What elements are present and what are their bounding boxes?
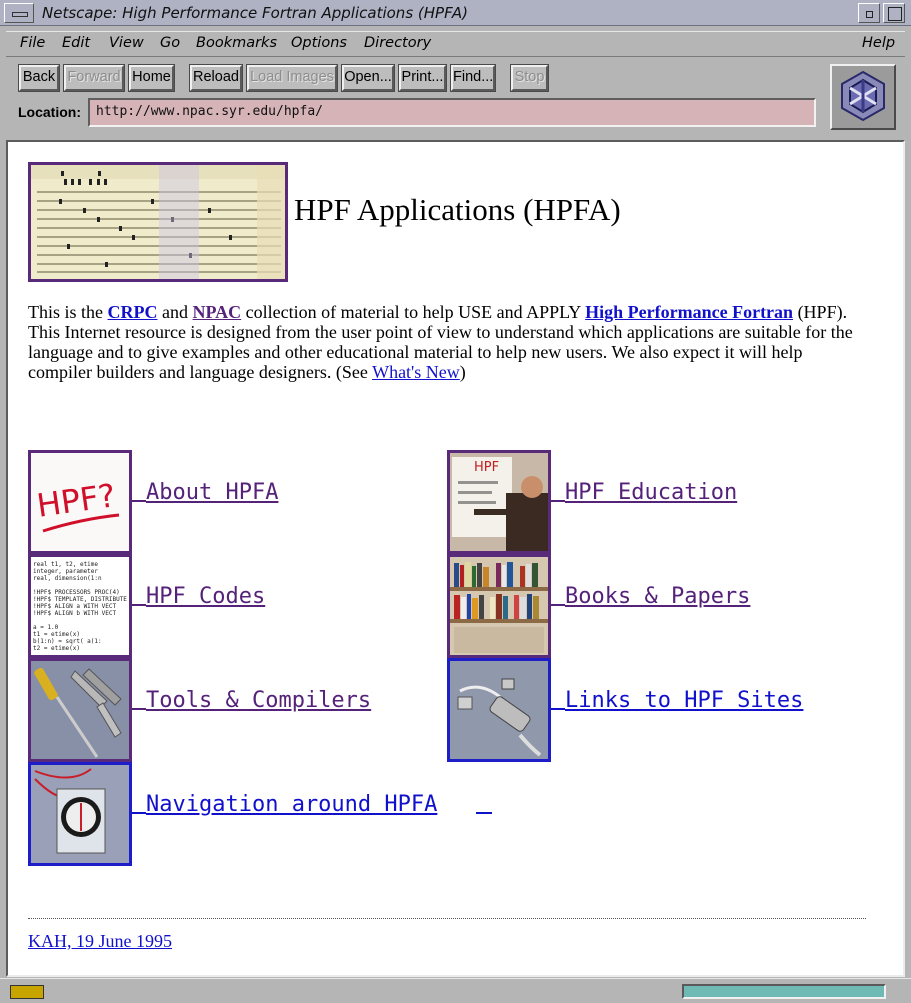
menu-options[interactable]: Options xyxy=(291,35,347,51)
menu-help[interactable]: Help xyxy=(862,35,896,51)
navigation-link[interactable]: Navigation around HPFA xyxy=(146,792,438,817)
horizontal-rule xyxy=(28,918,866,919)
location-label: Location: xyxy=(18,104,81,120)
svg-text:HPF?: HPF? xyxy=(34,476,118,525)
crpc-link[interactable]: CRPC xyxy=(107,302,158,322)
link-underline xyxy=(551,604,565,606)
minimize-icon[interactable] xyxy=(858,3,880,23)
security-key-icon[interactable] xyxy=(10,985,44,999)
punch-card-image xyxy=(28,162,288,282)
svg-text:HPF: HPF xyxy=(474,460,500,475)
forward-button[interactable]: Forward xyxy=(64,65,124,91)
menu-edit[interactable]: Edit xyxy=(62,35,91,51)
tools-compilers-thumbnail[interactable] xyxy=(28,658,132,762)
intro-text: (HPF). This Internet resource is designed from the user point of view to understand which applications are suitable for the language and to give examples and other educational material to help new users. We also expect it will help compiler builders and language designers. (See xyxy=(28,302,853,382)
link-underline xyxy=(132,604,146,606)
whats-new-link[interactable]: What's New xyxy=(372,362,460,382)
intro-text: This is the xyxy=(28,302,108,322)
books-papers-thumbnail[interactable] xyxy=(447,554,551,658)
link-underline xyxy=(132,812,146,814)
hpf-codes-thumbnail[interactable] xyxy=(28,554,132,658)
window-menu-icon[interactable] xyxy=(4,3,34,23)
intro-text: ) xyxy=(459,362,466,382)
browser-logo-icon xyxy=(832,66,894,128)
home-button[interactable]: Home xyxy=(129,65,174,91)
window-title: Netscape: High Performance Fortran Applications (HPFA) xyxy=(42,4,468,22)
load-images-button[interactable]: Load Images xyxy=(247,65,337,91)
link-underline xyxy=(132,708,146,710)
menu-view[interactable]: View xyxy=(109,35,144,51)
link-underline xyxy=(132,500,146,502)
intro-text: and xyxy=(157,302,193,322)
location-input[interactable]: http://www.npac.syr.edu/hpfa/ xyxy=(88,98,816,127)
stop-button[interactable]: Stop xyxy=(511,65,548,91)
menu-bookmarks[interactable]: Bookmarks xyxy=(196,35,278,51)
print-button[interactable]: Print... xyxy=(399,65,446,91)
signature-link[interactable]: KAH, 19 June 1995 xyxy=(28,931,172,951)
menu-file[interactable]: File xyxy=(20,35,46,51)
find-button[interactable]: Find... xyxy=(451,65,495,91)
code-snippet: real t1, t2, etime integer, parameter real, dimension(1:n !HPF$ PROCESSORS PROC(4) !HPF$ TEMPLATE, DISTRIBUTE !HPF$ ALIGN a WITH VECT !HPF$ ALIGN b WITH VECT a = 1.0 t1 = etime(x) b(1:n) = sqrt( a(1: t2 = etime(x) xyxy=(33,561,127,652)
netscape-logo[interactable] xyxy=(830,64,896,130)
navigation-thumbnail[interactable] xyxy=(28,762,132,866)
maximize-icon[interactable] xyxy=(883,3,905,23)
about-hpfa-link[interactable]: About HPFA xyxy=(146,480,279,505)
progress-bar xyxy=(682,984,886,999)
link-underline xyxy=(476,812,492,814)
back-button[interactable]: Back xyxy=(19,65,59,91)
hpf-sites-thumbnail[interactable] xyxy=(447,658,551,762)
hpf-sites-link[interactable]: Links to HPF Sites xyxy=(565,688,804,713)
page-title: HPF Applications (HPFA) xyxy=(294,192,621,227)
hpf-link[interactable]: High Performance Fortran xyxy=(585,302,794,322)
intro-paragraph xyxy=(28,302,858,382)
intro-text: collection of material to help USE and APPLY xyxy=(241,302,586,322)
tools-compilers-link[interactable]: Tools & Compilers xyxy=(146,688,372,713)
link-underline xyxy=(551,500,565,502)
hpf-codes-link[interactable]: HPF Codes xyxy=(146,584,266,609)
hpf-education-link[interactable]: HPF Education xyxy=(565,480,738,505)
reload-button[interactable]: Reload xyxy=(190,65,242,91)
page-content[interactable] xyxy=(6,140,905,977)
hpf-education-thumbnail[interactable] xyxy=(447,450,551,554)
npac-link[interactable]: NPAC xyxy=(192,302,242,322)
menu-go[interactable]: Go xyxy=(160,35,181,51)
about-hpfa-thumbnail[interactable] xyxy=(28,450,132,554)
status-bar xyxy=(0,978,911,1003)
open-button[interactable]: Open... xyxy=(342,65,394,91)
menu-directory[interactable]: Directory xyxy=(364,35,432,51)
link-underline xyxy=(551,708,565,710)
books-papers-link[interactable]: Books & Papers xyxy=(565,584,751,609)
